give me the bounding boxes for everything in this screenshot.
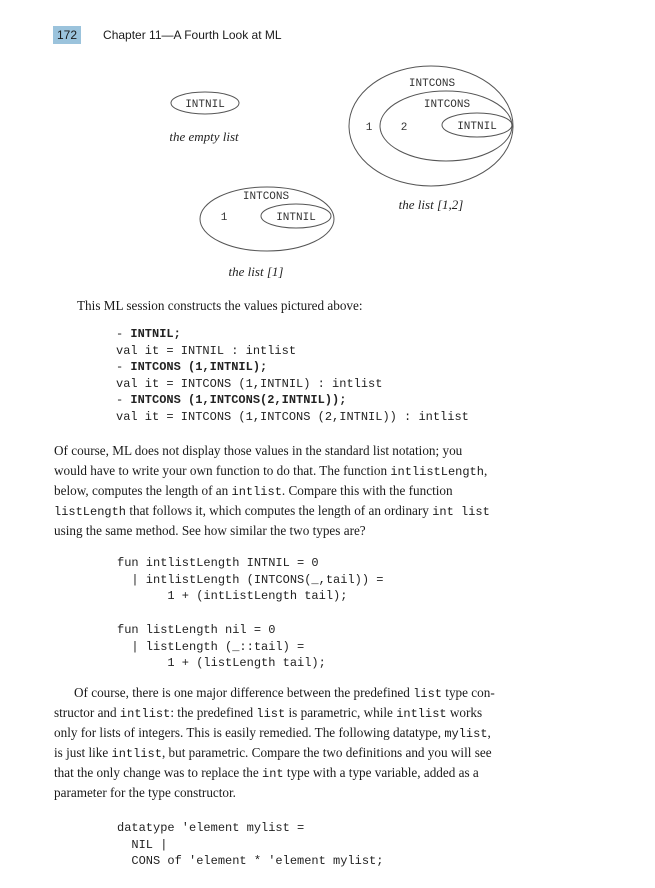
text: : the predefined <box>170 705 257 720</box>
para2-line: Of course, ML does not display those values in the standard list notation; you <box>54 443 463 458</box>
text: that the only change was to replace the <box>54 765 262 780</box>
inline-code: mylist <box>444 727 488 741</box>
caption-empty-list: the empty list <box>169 129 239 144</box>
code-line: 1 + (intListLength tail); <box>117 589 348 603</box>
intcons-label-inner-list12: INTCONS <box>423 99 471 111</box>
inline-code: list <box>256 707 286 721</box>
code-line: | listLength (_::tail) = <box>117 639 305 654</box>
text: would have to write your own function to do that. The function <box>54 463 391 478</box>
text: below, computes the length of an <box>54 483 232 498</box>
text: works <box>446 705 483 720</box>
session-input: INTCONS (1,INTNIL); <box>130 360 268 374</box>
code-datatype <box>117 820 383 870</box>
inline-code: intlist <box>111 747 162 761</box>
session-prompt: - <box>116 393 131 407</box>
text: , but parametric. Compare the two definitions and you will see <box>161 745 492 760</box>
inline-code: intlist <box>231 485 282 499</box>
text: is parametric, while <box>285 705 397 720</box>
value-label-1-list12: 1 <box>365 122 373 134</box>
caption-list-12 <box>399 197 464 212</box>
code-listlength <box>117 622 326 672</box>
list-diagram <box>0 0 655 300</box>
session-response: val it = INTCONS (1,INTCONS (2,INTNIL)) : intlist <box>116 409 469 424</box>
inline-code: intlistLength <box>390 465 484 479</box>
para2-line <box>54 481 453 502</box>
code-line: | intlistLength (INTCONS(_,tail)) = <box>117 572 384 587</box>
value-label-list1: 1 <box>220 212 228 224</box>
code-line: fun intlistLength INTNIL = 0 <box>117 556 319 570</box>
text: is just like <box>54 745 112 760</box>
code-line: fun listLength nil = 0 <box>117 623 276 637</box>
caption-list-1-value: [1] <box>266 264 284 279</box>
para3-line <box>54 743 492 764</box>
caption-list-1-text: the list <box>228 264 264 279</box>
text: type with a type variable, added as a <box>283 765 479 780</box>
value-label-2-list12: 2 <box>400 122 408 134</box>
text: only for lists of integers. This is easily remedied. The following datatype, <box>54 725 445 740</box>
session-response: val it = INTNIL : intlist <box>116 343 297 358</box>
intro-paragraph: This ML session constructs the values pictured above: <box>77 298 363 313</box>
page-number: 172 <box>53 26 81 44</box>
inline-code: intlist <box>396 707 447 721</box>
inline-code: list <box>413 687 442 701</box>
ml-session <box>116 326 469 425</box>
inline-code: intlist <box>119 707 171 721</box>
caption-list-12-text: the list <box>398 197 434 212</box>
para2-line <box>54 461 487 482</box>
intnil-label-list12: INTNIL <box>457 121 497 133</box>
text: that follows it, which computes the length of an ordinary <box>126 503 433 518</box>
intnil-label-empty: INTNIL <box>185 99 225 111</box>
chapter-title: Chapter 11—A Fourth Look at ML <box>103 28 282 42</box>
para3-line <box>54 723 491 744</box>
session-prompt: - <box>116 360 131 374</box>
intnil-label-list1: INTNIL <box>276 212 316 224</box>
para3-line: parameter for the type constructor. <box>54 785 236 800</box>
para2-line: using the same method. See how similar the two types are? <box>54 523 366 538</box>
inline-code: int <box>262 767 284 781</box>
session-response: val it = INTCONS (1,INTNIL) : intlist <box>116 376 383 391</box>
caption-list-1 <box>229 264 284 279</box>
session-input: INTNIL; <box>130 327 181 341</box>
text: structor and <box>54 705 120 720</box>
code-line: 1 + (listLength tail); <box>117 656 326 670</box>
inline-code: listLength <box>54 505 127 519</box>
para2-line <box>54 501 490 522</box>
intcons-label-list1: INTCONS <box>242 191 290 203</box>
text: , <box>487 725 491 740</box>
inline-code: int list <box>432 505 490 519</box>
text: , <box>483 463 488 478</box>
code-line: CONS of 'element * 'element mylist; <box>117 854 384 868</box>
para3-line <box>74 683 495 704</box>
intcons-label-outer-list12: INTCONS <box>408 78 456 90</box>
code-line: datatype 'element mylist = <box>117 821 305 835</box>
text: . Compare this with the function <box>281 483 453 498</box>
session-prompt: - <box>116 327 131 341</box>
para3-line <box>54 703 482 724</box>
session-input: INTCONS (1,INTCONS(2,INTNIL)); <box>130 393 347 407</box>
code-intlistlength <box>117 555 383 605</box>
text: Of course, there is one major difference between the predefined <box>74 685 414 700</box>
para3-line <box>54 763 479 784</box>
caption-list-12-value: [1,2] <box>436 197 464 212</box>
code-line: NIL | <box>117 837 168 852</box>
text: type con- <box>442 685 495 700</box>
